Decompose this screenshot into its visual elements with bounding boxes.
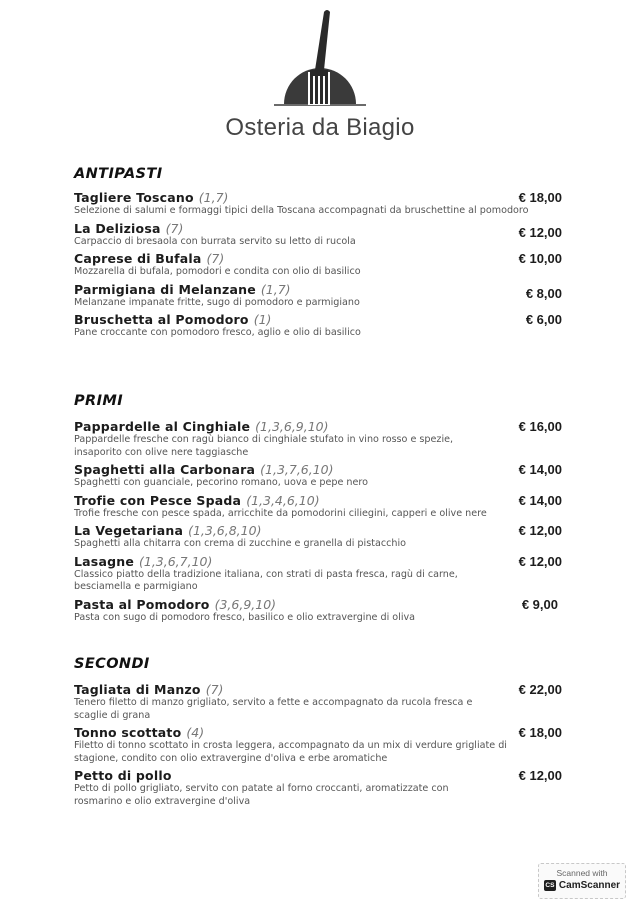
item-name: Petto di pollo <box>74 768 172 783</box>
menu-item <box>74 462 562 490</box>
watermark-caption: Scanned with <box>556 868 608 878</box>
menu-item <box>74 523 562 551</box>
menu-item <box>74 312 562 340</box>
item-name: Tonno scottato <box>74 725 182 740</box>
item-allergens: (1,7) <box>198 190 229 205</box>
restaurant-name: Osteria da Biagio <box>225 114 415 141</box>
item-allergens: (1,3,6,7,10) <box>139 553 213 569</box>
item-allergens: (7) <box>205 682 224 697</box>
item-price: € 16,00 <box>518 419 562 434</box>
item-name: Trofie con Pesce Spada <box>74 492 242 508</box>
item-price: € 9,00 <box>521 596 558 612</box>
section-primi <box>74 393 562 627</box>
menu-item <box>74 682 562 722</box>
item-price: € 22,00 <box>518 682 562 697</box>
item-name: La Deliziosa <box>74 220 161 236</box>
item-name: Caprese di Bufala <box>74 251 202 266</box>
item-description: Petto di pollo grigliato, servito con patate al forno croccanti, aromatizzate con rosmarino e olio extravergine d'oliva <box>74 783 449 807</box>
menu-item <box>74 221 562 249</box>
item-description: Pane croccante con pomodoro fresco, aglio e olio di basilico <box>74 327 361 338</box>
item-name: Parmigiana di Melanzane <box>74 281 256 297</box>
section-title: SECONDI <box>74 656 150 672</box>
menu-item <box>74 597 562 625</box>
item-description: Mozzarella di bufala, pomodori e condita con olio di basilico <box>74 266 361 277</box>
item-price: € 12,00 <box>518 768 562 783</box>
item-price: € 14,00 <box>518 462 562 477</box>
item-description: Trofie fresche con pesce spada, arricchite da pomodorini ciliegini, capperi e olive nere <box>74 507 487 519</box>
item-name: Bruschetta al Pomodoro <box>74 312 249 327</box>
menu-item <box>74 493 562 521</box>
fork-over-dome-icon <box>272 8 368 108</box>
item-allergens: (1,3,6,9,10) <box>255 419 329 434</box>
item-name: Pasta al Pomodoro <box>74 596 210 612</box>
item-name: Spaghetti alla Carbonara <box>74 462 256 477</box>
item-price: € 10,00 <box>518 251 562 266</box>
item-name: Lasagne <box>74 553 134 569</box>
item-description: Pappardelle fresche con ragù bianco di cinghiale stufato in vino rosso e spezie, insaporito con olive nere taggiasche <box>74 434 454 458</box>
item-allergens: (1,3,4,6,10) <box>246 492 320 508</box>
watermark-brand: CamScanner <box>558 880 621 891</box>
menu-item <box>74 768 562 808</box>
menu-item <box>74 190 562 218</box>
menu-item <box>74 282 562 310</box>
item-description: Spaghetti con guanciale, pecorino romano, uova e pepe nero <box>74 477 369 488</box>
item-description: Melanzane impanate fritte, sugo di pomodoro e parmigiano <box>74 296 360 308</box>
item-allergens: (1,3,7,6,10) <box>260 462 334 477</box>
item-price: € 12,00 <box>518 553 562 569</box>
menu-item <box>74 419 562 459</box>
menu-item <box>74 554 562 594</box>
item-description: Filetto di tonno scottato in crosta leggera, accompagnato da un mix di verdure grigliate di stagione, condito con olio extravergine d'oliva e erbe aromatiche <box>74 740 507 764</box>
section-antipasti <box>74 166 562 343</box>
item-description: Classico piatto della tradizione italiana, con strati di pasta fresca, ragù di carne, besciamella e parmigiano <box>74 568 458 592</box>
item-price: € 14,00 <box>518 492 562 508</box>
item-price: € 8,00 <box>525 285 562 301</box>
item-price: € 12,00 <box>518 224 562 240</box>
item-price: € 6,00 <box>525 312 562 327</box>
item-allergens: (7) <box>165 220 184 236</box>
item-allergens: (4) <box>186 725 205 740</box>
item-price: € 12,00 <box>518 523 562 538</box>
item-description: Pasta con sugo di pomodoro fresco, basilico e olio extravergine di oliva <box>74 611 416 623</box>
item-name: Tagliere Toscano <box>74 190 194 205</box>
item-description: Selezione di salumi e formaggi tipici della Toscana accompagnati da bruschettine al pomodoro <box>74 205 529 216</box>
item-allergens: (1) <box>253 312 272 327</box>
item-allergens: (1,3,6,8,10) <box>188 523 262 538</box>
menu-item <box>74 725 562 765</box>
restaurant-logo <box>0 0 640 150</box>
item-description: Spaghetti alla chitarra con crema di zucchine e granella di pistacchio <box>74 538 406 549</box>
item-price: € 18,00 <box>518 190 562 205</box>
camscanner-logo-icon: CS <box>545 882 555 889</box>
section-title: ANTIPASTI <box>74 166 163 182</box>
item-name: Pappardelle al Cinghiale <box>74 419 251 434</box>
section-title: PRIMI <box>74 393 124 409</box>
item-name: La Vegetariana <box>74 523 184 538</box>
item-price: € 18,00 <box>518 725 562 740</box>
item-allergens: (7) <box>206 251 225 266</box>
menu-item <box>74 251 562 279</box>
item-name: Tagliata di Manzo <box>74 682 201 697</box>
item-description: Tenero filetto di manzo grigliato, servito a fette e accompagnato da rucola fresca e scaglie di grana <box>74 697 473 721</box>
item-allergens: (1,7) <box>260 281 291 297</box>
item-description: Carpaccio di bresaola con burrata servito su letto di rucola <box>74 235 356 247</box>
item-allergens: (3,6,9,10) <box>214 596 277 612</box>
section-secondi <box>74 656 562 811</box>
camscanner-watermark <box>538 863 626 899</box>
